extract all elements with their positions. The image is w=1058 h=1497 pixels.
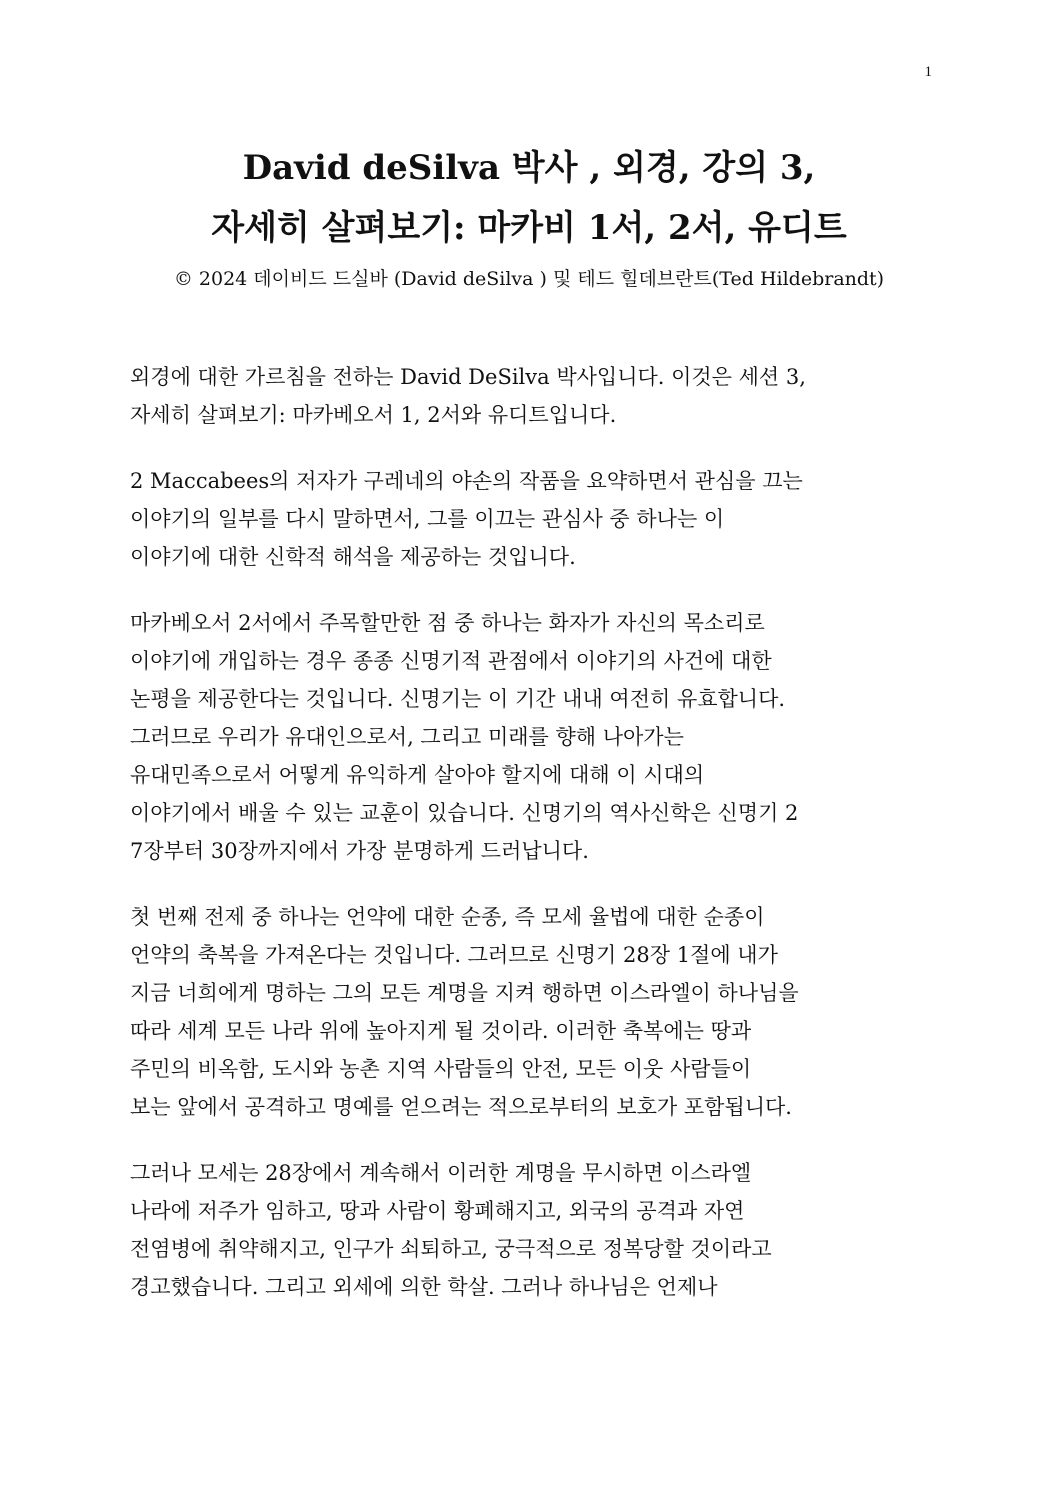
text-line: 이야기에서 배울 수 있는 교훈이 있습니다. 신명기의 역사신학은 신명기 2 (130, 801, 799, 825)
text-line: 따라 세계 모든 나라 위에 높아지게 될 것이라. 이러한 축복에는 땅과 (130, 1019, 752, 1043)
text-line: 그러므로 우리가 유대인으로서, 그리고 미래를 향해 나아가는 (130, 725, 684, 749)
text-line: 이야기에 대한 신학적 해석을 제공하는 것입니다. (130, 545, 576, 569)
text-line: 마카베오서 2서에서 주목할만한 점 중 하나는 화자가 자신의 목소리로 (130, 611, 765, 635)
text-line: 첫 번째 전제 중 하나는 언약에 대한 순종, 즉 모세 율법에 대한 순종이 (130, 905, 765, 929)
title-line-2: 자세히 살펴보기: 마카비 1서, 2서, 유디트 (211, 208, 847, 248)
page-number: 1 (924, 64, 932, 80)
text-line: 외경에 대한 가르침을 전하는 David DeSilva 박사입니다. 이것은 세션 3, (130, 365, 806, 389)
text-line: 그러나 모세는 28장에서 계속해서 이러한 계명을 무시하면 이스라엘 (130, 1161, 752, 1185)
title-line-1: David deSilva 박사 , 외경, 강의 3, (242, 148, 816, 188)
paragraph-5 (130, 1154, 930, 1306)
text-line: 이야기에 개입하는 경우 종종 신명기적 관점에서 이야기의 사건에 대한 (130, 649, 772, 673)
text-line: 보는 앞에서 공격하고 명예를 얻으려는 적으로부터의 보호가 포함됩니다. (130, 1095, 792, 1119)
text-line: 이야기의 일부를 다시 말하면서, 그를 이끄는 관심사 중 하나는 이 (130, 507, 725, 531)
text-line: 2 Maccabees의 저자가 구레네의 야손의 작품을 요약하면서 관심을 끄는 (130, 469, 803, 493)
text-line: 경고했습니다. 그리고 외세에 의한 학살. 그러나 하나님은 언제나 (130, 1275, 718, 1299)
text-line: 자세히 살펴보기: 마카베오서 1, 2서와 유디트입니다. (130, 403, 617, 427)
text-line: 유대민족으로서 어떻게 유익하게 살아야 할지에 대해 이 시대의 (130, 763, 705, 787)
text-line: 언약의 축복을 가져온다는 것입니다. 그러므로 신명기 28장 1절에 내가 (130, 943, 778, 967)
paragraph-4 (130, 898, 930, 1126)
text-line: 주민의 비옥함, 도시와 농촌 지역 사람들의 안전, 모든 이웃 사람들이 (130, 1057, 752, 1081)
paragraph-2 (130, 462, 930, 576)
copyright-notice: © 2024 데이비드 드실바 (David deSilva ) 및 테드 힐데브란트(Ted Hildebrandt) (173, 268, 885, 290)
document-title (0, 138, 1058, 258)
text-line: 7장부터 30장까지에서 가장 분명하게 드러납니다. (130, 839, 589, 863)
document-body (130, 358, 930, 1334)
paragraph-3 (130, 604, 930, 870)
text-line: 나라에 저주가 임하고, 땅과 사람이 황폐해지고, 외국의 공격과 자연 (130, 1199, 745, 1223)
text-line: 논평을 제공한다는 것입니다. 신명기는 이 기간 내내 여전히 유효합니다. (130, 687, 786, 711)
text-line: 전염병에 취약해지고, 인구가 쇠퇴하고, 궁극적으로 정복당할 것이라고 (130, 1237, 772, 1261)
text-line: 지금 너희에게 명하는 그의 모든 계명을 지켜 행하면 이스라엘이 하나님을 (130, 981, 799, 1005)
paragraph-1 (130, 358, 930, 434)
